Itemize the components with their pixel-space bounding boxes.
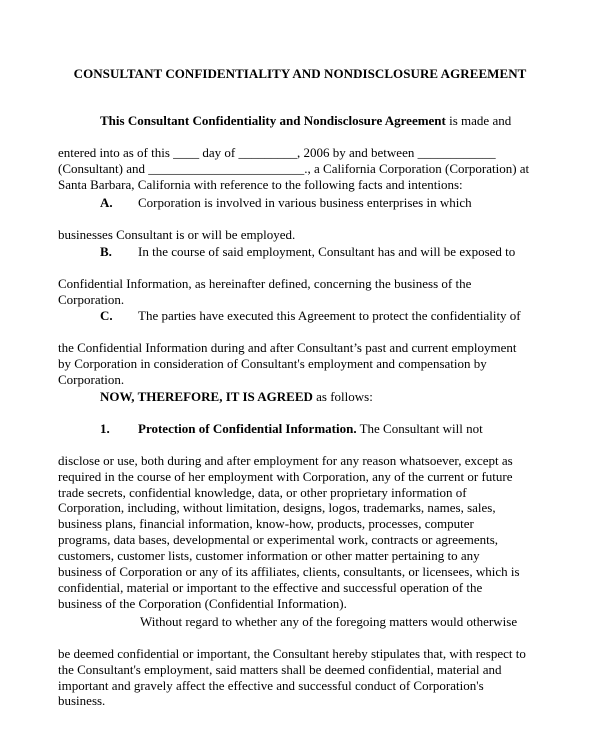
agreed-bold-text: NOW, THEREFORE, IT IS AGREED	[100, 388, 313, 404]
recital-body: businesses Consultant is or will be employed.	[58, 226, 296, 242]
section-1	[58, 405, 558, 628]
section-1-first-line	[58, 421, 558, 437]
recital-body: the Confidential Information during and after Consultant’s past and current employment by Corporation in consideration of Consultant's employment and compensation by Corporation.	[58, 339, 517, 387]
recital-label: B.	[100, 243, 112, 259]
section-heading: Protection of Confidential Information.	[138, 420, 357, 436]
section-1-para2-body: be deemed confidential or important, the Consultant hereby stipulates that, with respect to the Consultant's employment, said matters shall be deemed confidential, material and important and gravely affect the effective and successful conduct of Corporation's business.	[58, 645, 526, 709]
intro-first-line	[58, 113, 558, 129]
recital-first-text: In the course of said employment, Consultant has and will be exposed to	[138, 243, 516, 259]
document-title: CONSULTANT CONFIDENTIALITY AND NONDISCLOSURE AGREEMENT	[73, 66, 527, 81]
section-1-body: disclose or use, both during and after employment for any reason whatsoever, except as required in the course of her employment with Corporation, any of the current or future trade secrets, confidential knowledge, data, or other proprietary information of Corporation, including, without limitation, designs, logos, trademarks, names, sales, business plans, financial information, know-how, products, processes, computer programs, data bases, developmental or experimental work, contracts or agreements, customers, customer lists, customer information or other matter pertaining to any business of Corporation or any of its affiliates, clients, consultants, or licensees, which is confidential, material or important to the effective and successful operation of the business of the Corporation (Confidential Information).	[58, 452, 520, 611]
intro-body: entered into as of this ____ day of _________, 2006 by and between ____________ (Consultant) and ________________________., a California Corporation (Corporation) at Santa Barbara, California with reference to the following facts and intentions:	[58, 144, 530, 192]
recital-a-first-line	[58, 195, 558, 211]
section-1-para2-first: Without regard to whether any of the foregoing matters would otherwise	[140, 613, 518, 629]
agreed-rest-text: as follows:	[312, 388, 373, 404]
section-1-paragraph-2	[58, 598, 558, 725]
section-first-line-rest: The Consultant will not	[356, 420, 483, 436]
recital-first-text: The parties have executed this Agreement to protect the confidentiality of	[138, 307, 521, 323]
recital-b-first-line	[58, 244, 558, 260]
intro-rest-text: is made and	[445, 112, 512, 128]
recital-label: A.	[100, 194, 113, 210]
recital-first-text: Corporation is involved in various business enterprises in which	[138, 194, 472, 210]
section-number: 1.	[100, 420, 110, 436]
recital-body: Confidential Information, as hereinafter defined, concerning the business of the Corporation.	[58, 275, 472, 307]
intro-bold-text: This Consultant Confidentiality and Nondisclosure Agreement	[100, 112, 446, 128]
recital-label: C.	[100, 307, 113, 323]
recital-c-first-line	[58, 308, 558, 324]
